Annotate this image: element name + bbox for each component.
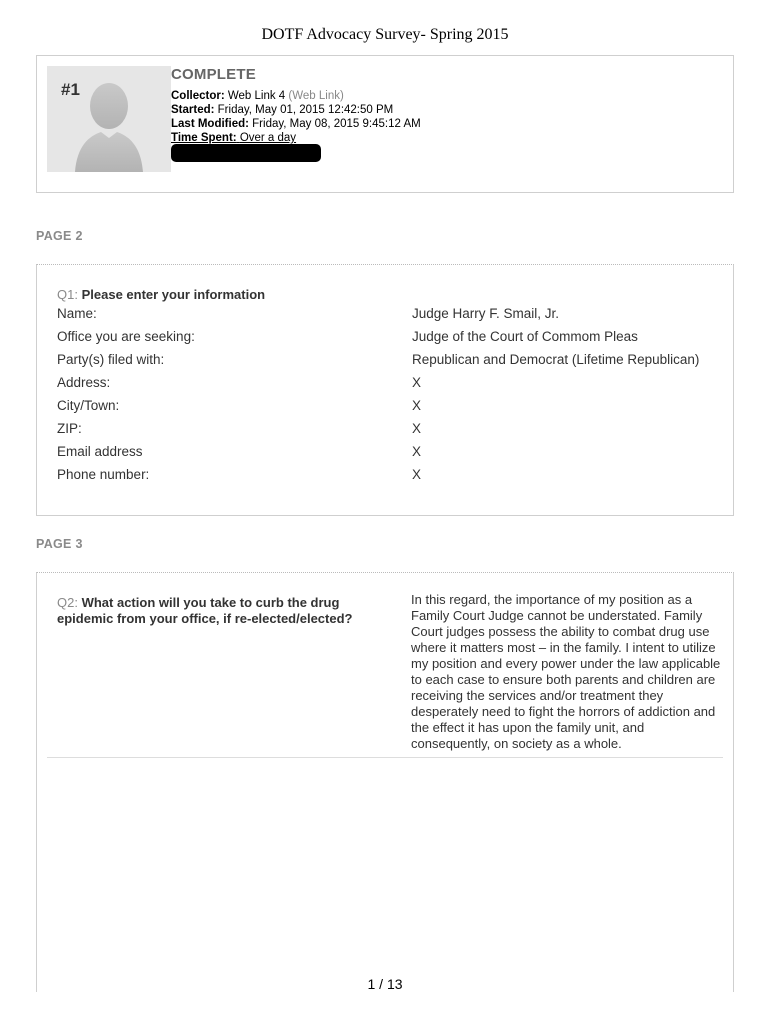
time-spent-line — [171, 131, 691, 145]
field-value: X — [412, 467, 422, 482]
field-label: Email address — [57, 444, 143, 459]
page-number: 1 / 13 — [367, 976, 403, 992]
question-2-card — [36, 572, 734, 992]
answer-row — [57, 444, 717, 460]
redaction-bar — [171, 144, 321, 162]
answer-row — [57, 421, 717, 437]
modified-label: Last Modified: — [171, 118, 249, 130]
started-label: Started: — [171, 104, 215, 116]
answer-divider — [47, 757, 723, 758]
field-label: City/Town: — [57, 398, 120, 413]
question-2-text: What action will you take to curb the drug epidemic from your office, if re-elected/elected? — [57, 595, 353, 626]
question-1-card — [36, 264, 734, 516]
field-value: X — [412, 444, 422, 459]
question-2-number: Q2: — [57, 595, 78, 610]
answer-row — [57, 306, 717, 322]
collector-label: Collector: — [171, 90, 225, 102]
question-1-title — [57, 287, 265, 302]
field-label: Name: — [57, 306, 97, 321]
answer-row — [57, 467, 717, 483]
question-1-number: Q1: — [57, 287, 78, 302]
answer-row — [57, 352, 717, 368]
page-2-label: PAGE 2 — [36, 229, 83, 243]
field-label: Phone number: — [57, 467, 150, 482]
field-value: X — [412, 421, 422, 436]
answer-row — [57, 329, 717, 345]
field-value: X — [412, 375, 422, 390]
started-line — [171, 103, 691, 117]
collector-value: Web Link 4 — [227, 90, 286, 102]
time-spent-label: Time Spent: — [171, 132, 237, 144]
modified-value: Friday, May 08, 2015 9:45:12 AM — [252, 118, 421, 130]
question-2-answer: In this regard, the importance of my position as a Family Court Judge cannot be understated. Family Court judges possess the ability to combat drug use where it matters most – in the family. I intent to utilize my position and every power under the law applicable to each case to ensure both parents and children are receiving the services and/or treatment they desperately need to fight the horrors of addiction and the effect it has upon the family unit, and consequently, on society as a whole. — [411, 592, 721, 751]
response-number: #1 — [61, 80, 80, 99]
document-title: DOTF Advocacy Survey- Spring 2015 — [261, 26, 509, 43]
field-value: Judge of the Court of Commom Pleas — [412, 329, 638, 344]
collector-line — [171, 89, 691, 103]
answer-row — [57, 375, 717, 391]
collector-type: (Web Link) — [288, 90, 344, 102]
field-label: Office you are seeking: — [57, 329, 195, 344]
field-value: Republican and Democrat (Lifetime Republican) — [412, 352, 700, 367]
field-label: Address: — [57, 375, 111, 390]
modified-line — [171, 117, 691, 131]
avatar — [47, 66, 171, 172]
field-value: Judge Harry F. Smail, Jr. — [412, 306, 560, 321]
started-value: Friday, May 01, 2015 12:42:50 PM — [217, 104, 394, 116]
answer-row — [57, 398, 717, 414]
question-1-text: Please enter your information — [81, 287, 266, 302]
response-meta — [171, 66, 691, 145]
response-card — [36, 55, 734, 193]
field-label: Party(s) filed with: — [57, 352, 165, 367]
response-status: COMPLETE — [171, 66, 256, 83]
field-label: ZIP: — [57, 421, 82, 436]
field-value: X — [412, 398, 422, 413]
page-3-label: PAGE 3 — [36, 537, 83, 551]
question-2-title — [57, 595, 377, 627]
time-spent-value: Over a day — [239, 132, 297, 144]
question-1-answers — [57, 306, 717, 490]
